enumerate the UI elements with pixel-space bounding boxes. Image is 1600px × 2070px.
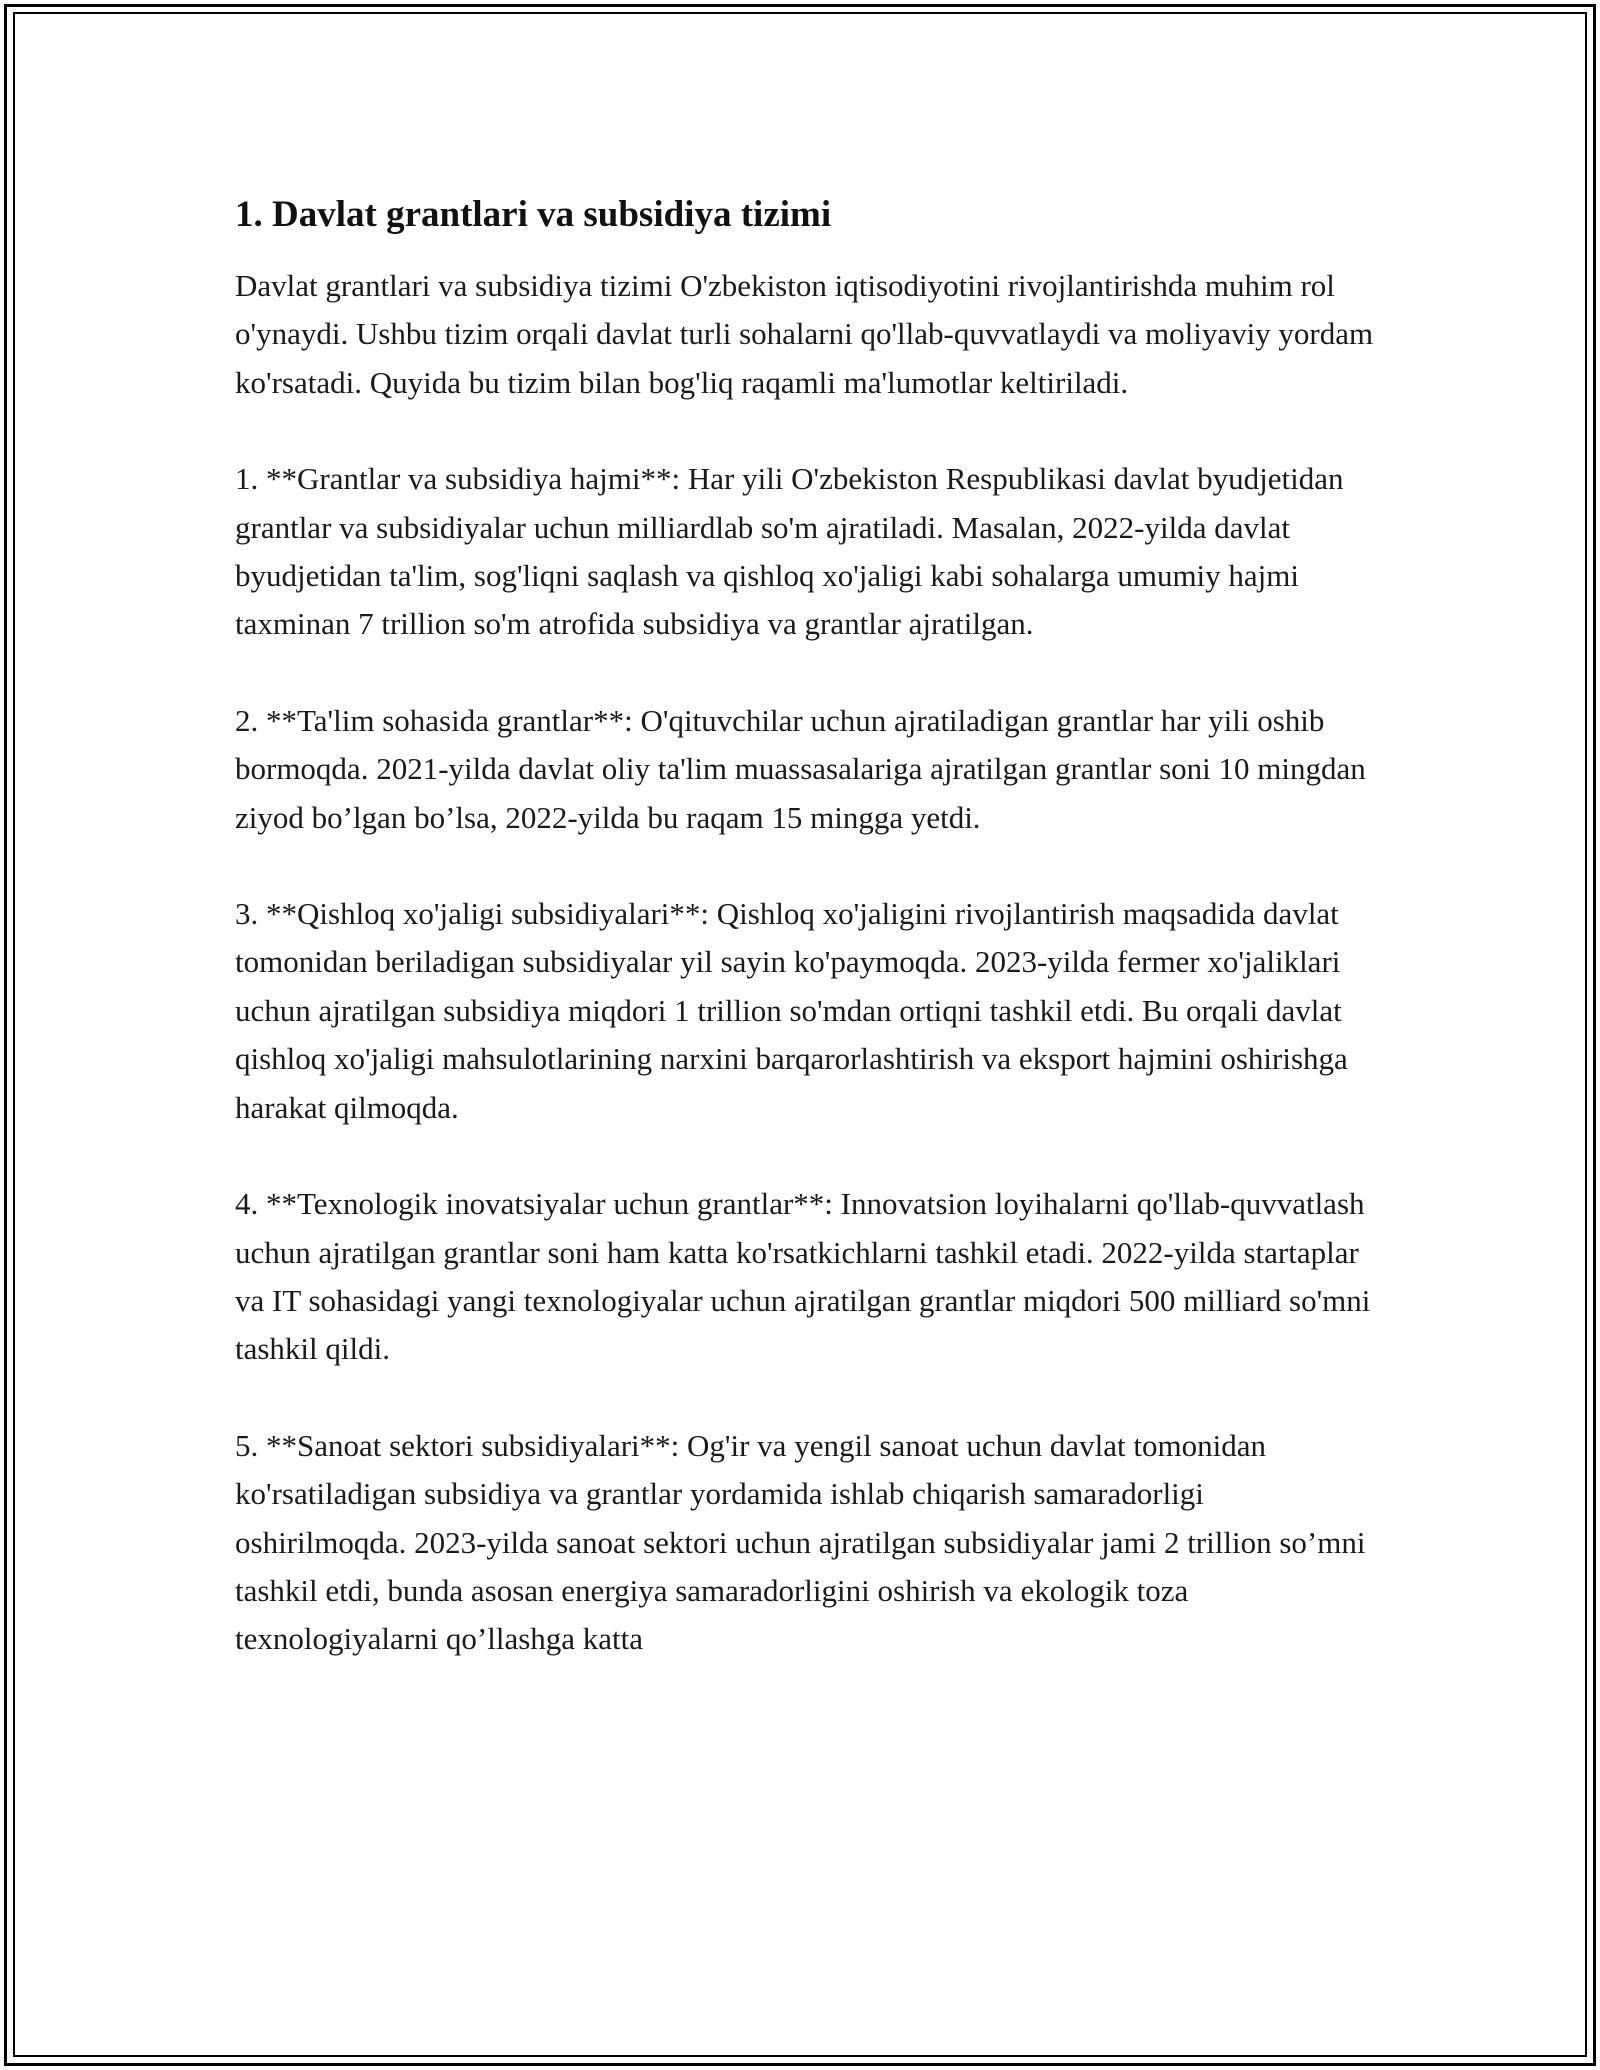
intro-paragraph: Davlat grantlari va subsidiya tizimi O'zbekiston iqtisodiyotini rivojlantirishda muhim rol o'ynaydi. Ushbu tizim orqali davlat turli sohalarni qo'llab-quvvatlaydi va moliyaviy yordam ko'rsatadi. Quyida bu tizim bilan bog'liq raqamli ma'lumotlar keltiriladi. <box>235 268 1374 400</box>
document-body <box>235 190 1375 1664</box>
paragraph-industry-subsidies: 5. **Sanoat sektori subsidiyalari**: Og'ir va yengil sanoat uchun davlat tomonidan ko'rsatiladigan subsidiya va grantlar yordamida ishlab chiqarish samaradorligi oshirilmoqda. 2023-yilda sanoat sektori uchun ajratilgan subsidiyalar jami 2 trillion so’mni tashkil etdi, bunda asosan energiya samaradorligini oshirish va ekologik toza texnologiyalarni qo’llashga katta <box>235 1427 1366 1657</box>
paragraph-grant-volume: 1. **Grantlar va subsidiya hajmi**: Har yili O'zbekiston Respublikasi davlat byudjetidan grantlar va subsidiyalar uchun milliardlab so'm ajratiladi. Masalan, 2022-yilda davlat byudjetidan ta'lim, sog'liqni saqlash va qishloq xo'jaligi kabi sohalarga umumiy hajmi taxminan 7 trillion so'm atrofida subsidiya va grantlar ajratilgan. <box>235 461 1344 642</box>
paragraph-agriculture-subsidies: 3. **Qishloq xo'jaligi subsidiyalari**: Qishloq xo'jaligini rivojlantirish maqsadida davlat tomonidan beriladigan subsidiyalar yil sayin ko'paymoqda. 2023-yilda fermer xo'jaliklari uchun ajratilgan subsidiya miqdori 1 trillion so'mdan ortiqni tashkil etdi. Bu orqali davlat qishloq xo'jaligi mahsulotlarining narxini barqarorlashtirish va eksport hajmini oshirishga harakat qilmoqda. <box>235 896 1348 1125</box>
paragraph-education-grants: 2. **Ta'lim sohasida grantlar**: O'qituvchilar uchun ajratiladigan grantlar har yili oshib bormoqda. 2021-yilda davlat oliy ta'lim muassasalariga ajratilgan grantlar soni 10 mingdan ziyod bo’lgan bo’lsa, 2022-yilda bu raqam 15 mingga yetdi. <box>235 702 1366 835</box>
section-heading: 1. Davlat grantlari va subsidiya tizimi <box>235 194 832 235</box>
paragraph-innovation-grants: 4. **Texnologik inovatsiyalar uchun grantlar**: Innovatsion loyihalarni qo'llab-quvvatlash uchun ajratilgan grantlar soni ham katta ko'rsatkichlarni tashkil etadi. 2022-yilda startaplar va IT sohasidagi yangi texnologiyalar uchun ajratilgan grantlar miqdori 500 milliard so'mni tashkil qildi. <box>235 1186 1371 1367</box>
